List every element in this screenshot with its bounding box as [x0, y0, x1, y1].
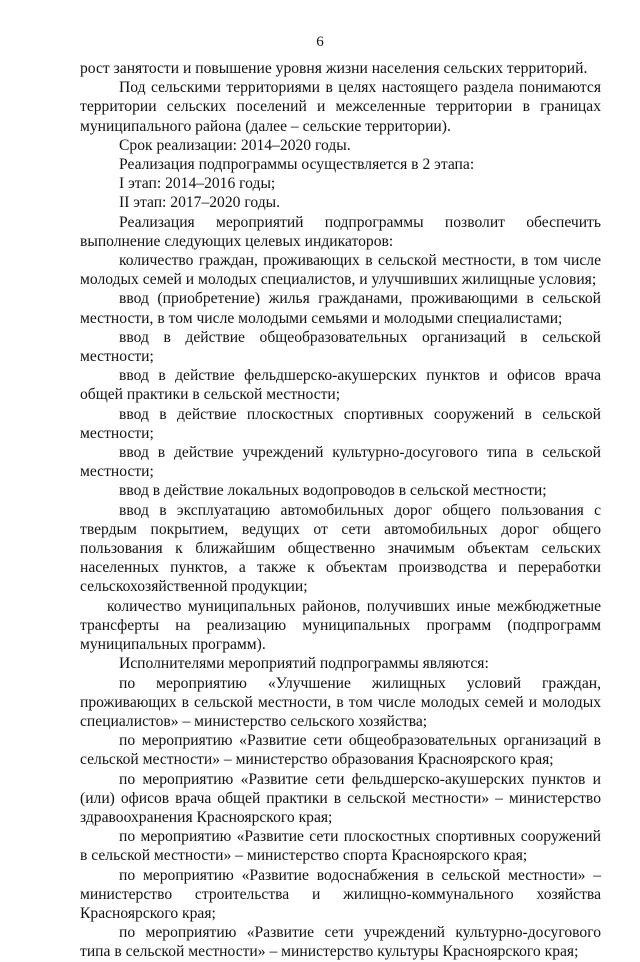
- paragraph-stage-2: II этап: 2017–2020 годы.: [119, 194, 281, 212]
- indicator-item: ввод в действие учреждений культурно-досугового типа в сельской местности;: [80, 444, 601, 481]
- document-body: [80, 59, 601, 962]
- paragraph-term: Срок реализации: 2014–2020 годы.: [119, 136, 351, 154]
- executor-item: по мероприятию «Развитие сети учреждений культурно-досугового типа в сельской местности» – министерство культуры Красноярского края;: [80, 924, 601, 961]
- indicator-item: ввод (приобретение) жилья гражданами, проживающими в сельской местности, в том числе молодыми семьями и молодыми специалистами;: [80, 290, 601, 327]
- indicator-item: количество муниципальных районов, получивших иные межбюджетные трансферты на реализацию муниципальных программ (подпрограмм муниципальных программ).: [80, 597, 601, 654]
- indicator-item: ввод в действие общеобразовательных организаций в сельской местности;: [80, 328, 601, 366]
- indicator-item: ввод в действие плоскостных спортивных сооружений в сельской местности;: [80, 405, 601, 442]
- executor-item: по мероприятию «Развитие сети плоскостных спортивных сооружений в сельской местности» – министерство спорта Красноярского края;: [80, 828, 601, 865]
- indicator-item: количество граждан, проживающих в сельской местности, в том числе молодых семей и молодых специалистов, и улучшивших жилищные условия;: [80, 252, 601, 289]
- executor-item: по мероприятию «Развитие водоснабжения в сельской местности» – министерство строительства и жилищно-коммунального хозяйства Красноярского края;: [80, 866, 601, 922]
- paragraph-indicators-intro: Реализация мероприятий подпрограммы позволит обеспечить выполнение следующих целевых индикаторов:: [80, 213, 601, 250]
- indicator-item: ввод в действие фельдшерско-акушерских пунктов и офисов врача общей практики в сельской местности;: [80, 367, 601, 404]
- indicator-item: ввод в действие локальных водопроводов в сельской местности;: [119, 482, 547, 500]
- paragraph-executors-intro: Исполнителями мероприятий подпрограммы являются:: [119, 655, 489, 673]
- page-number: 6: [316, 34, 324, 50]
- paragraph-stages-intro: Реализация подпрограммы осуществляется в 2 этапа:: [119, 156, 475, 174]
- paragraph-rural-definition: Под сельскими территориями в целях настоящего раздела понимаются территории сельских поселений и межселенные территории в границах муниципального района (далее – сельские территории).: [80, 79, 601, 135]
- executor-item: по мероприятию «Развитие сети фельдшерско-акушерских пунктов и (или) офисов врача общей практики в сельской местности» – министерство здравоохранения Красноярского края;: [80, 770, 601, 826]
- paragraph-intro-continuation: рост занятости и повышение уровня жизни населения сельских территорий.: [80, 60, 588, 77]
- executor-item: по мероприятию «Улучшение жилищных условий граждан, проживающих в сельской местности, в том числе молодых семей и молодых специалистов» – министерство сельского хозяйства;: [80, 674, 601, 730]
- paragraph-stage-1: I этап: 2014–2016 годы;: [119, 175, 276, 193]
- indicator-item: ввод в эксплуатацию автомобильных дорог общего пользования с твердым покрытием, ведущих от сети автомобильных дорог общего пользования к ближайшим общественно значимым объектам сельских населенных пунктов, а также к объектам производства и переработки сельскохозяйственной продукции;: [80, 501, 601, 596]
- executor-item: по мероприятию «Развитие сети общеобразовательных организаций в сельской местности» – министерство образования Красноярского края;: [80, 732, 601, 769]
